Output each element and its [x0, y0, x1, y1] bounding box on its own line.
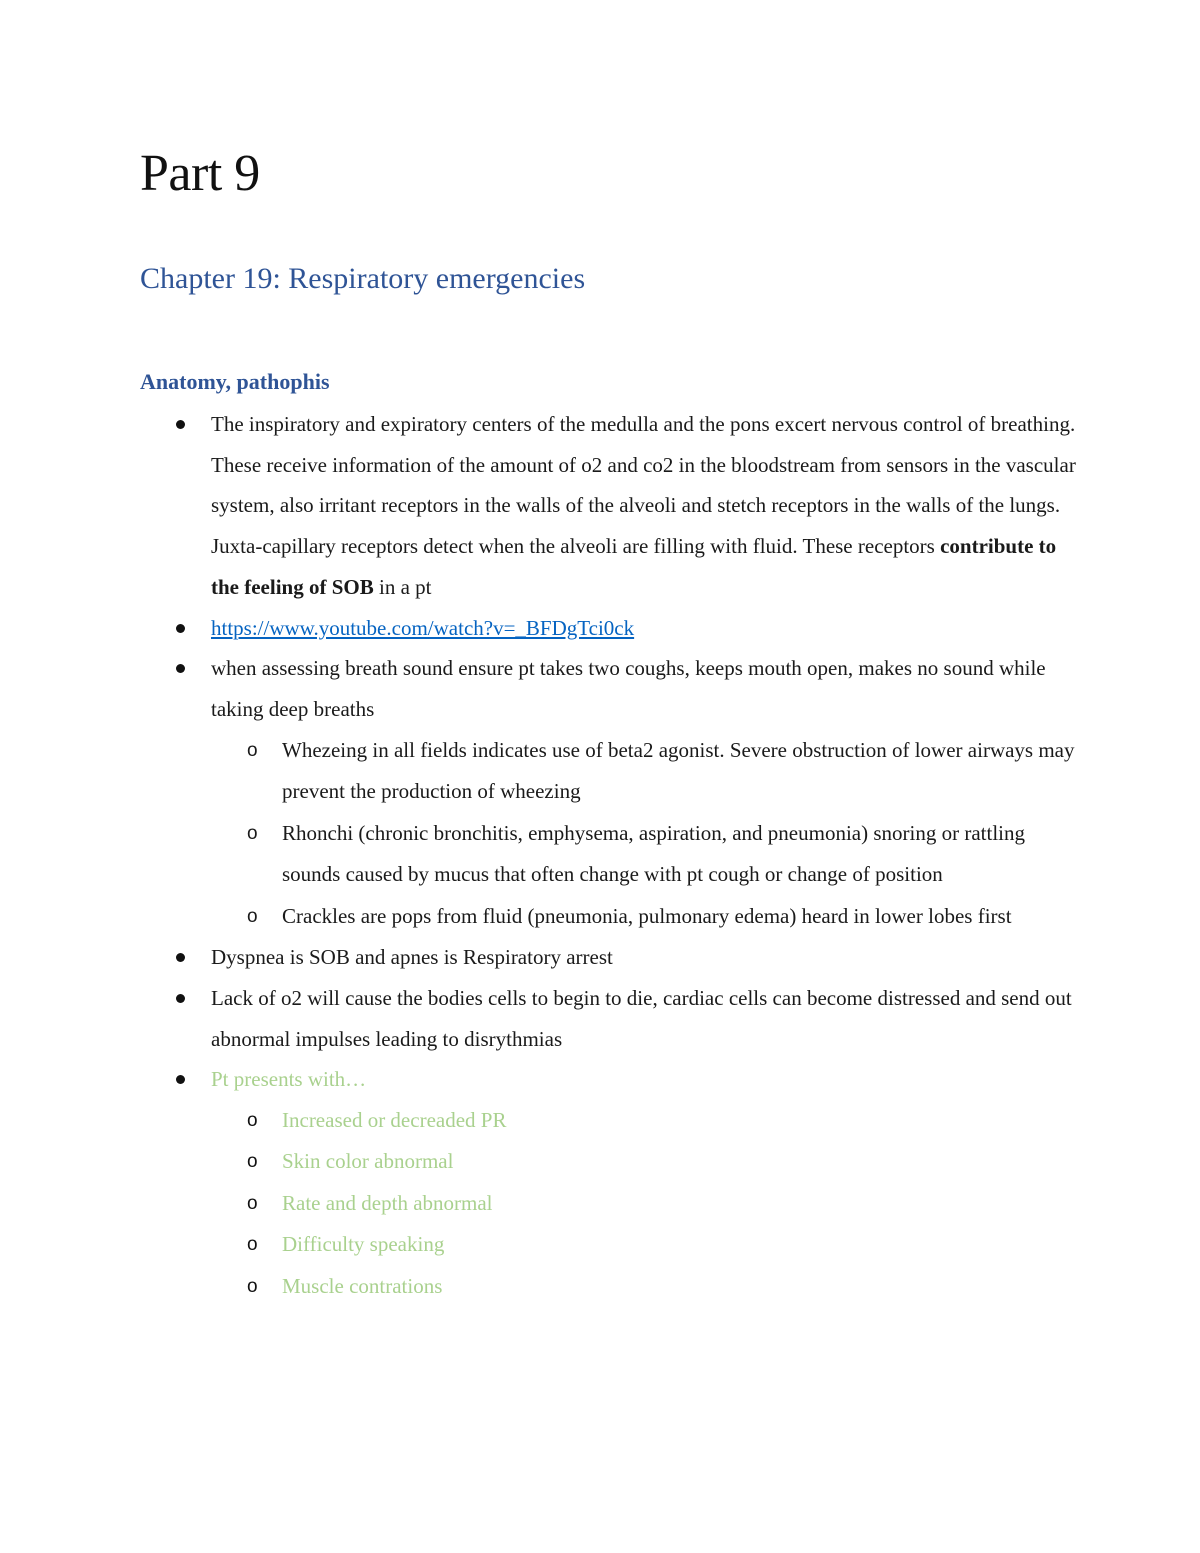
sub-list-item	[211, 1183, 1080, 1225]
list-item-text-end: in a pt	[373, 574, 432, 599]
list-item	[140, 937, 1080, 978]
bullet-dot-icon	[176, 420, 185, 429]
chapter-heading: Chapter 19: Respiratory emergencies	[140, 262, 586, 295]
hollow-bullet-icon: o	[247, 1192, 258, 1214]
hollow-bullet-icon: o	[247, 905, 258, 927]
bullet-dot-icon	[176, 664, 185, 673]
list-item	[140, 608, 1080, 649]
section-heading: Anatomy, pathophis	[140, 369, 330, 394]
sub-list-item-text: Muscle contrations	[282, 1273, 443, 1298]
hollow-bullet-icon: o	[247, 1151, 258, 1173]
sub-list-item-text: Skin color abnormal	[282, 1149, 454, 1174]
bullet-dot-icon	[176, 624, 185, 633]
hollow-bullet-icon: o	[247, 1234, 258, 1256]
list-item-presents	[140, 1059, 1080, 1307]
list-item	[140, 648, 1080, 937]
sub-list-item-text: Rate and depth abnormal	[282, 1190, 493, 1215]
list-item-text: Pt presents with…	[211, 1067, 367, 1092]
page-title: Part 9	[140, 145, 260, 202]
bullet-dot-icon	[176, 994, 185, 1003]
hollow-bullet-icon: o	[247, 739, 258, 761]
sub-list-item-text: Rhonchi (chronic bronchitis, emphysema, aspiration, and pneumonia) snoring or rattling sounds caused by mucus that often change with pt cough or change of position	[282, 820, 1025, 887]
youtube-link[interactable]: https://www.youtube.com/watch?v=_BFDgTci0ck	[211, 615, 635, 640]
sub-bullet-list	[211, 1100, 1080, 1308]
sub-list-item	[211, 1100, 1080, 1142]
sub-list-item	[211, 730, 1080, 813]
hollow-bullet-icon: o	[247, 822, 258, 844]
sub-list-item	[211, 1141, 1080, 1183]
list-item	[140, 404, 1080, 608]
main-bullet-list	[140, 404, 1080, 1307]
sub-list-item-text: Whezeing in all fields indicates use of beta2 agonist. Severe obstruction of lower airways may prevent the production of wheezing	[282, 737, 1075, 804]
sub-list-item-text: Crackles are pops from fluid (pneumonia, pulmonary edema) heard in lower lobes first	[282, 903, 1012, 928]
sub-list-item-text: Increased or decreaded PR	[282, 1107, 507, 1132]
list-item-text: when assessing breath sound ensure pt takes two coughs, keeps mouth open, makes no sound while taking deep breaths	[211, 656, 1046, 721]
sub-list-item	[211, 1266, 1080, 1308]
bullet-dot-icon	[176, 1075, 185, 1084]
sub-list-item	[211, 1224, 1080, 1266]
sub-list-item-text: Difficulty speaking	[282, 1232, 445, 1257]
bold-phrase: contribute to the feeling of SOB	[211, 534, 1057, 599]
list-item	[140, 978, 1080, 1059]
list-item-text: Dyspnea is SOB and apnes is Respiratory arrest	[211, 945, 613, 970]
sub-list-item	[211, 813, 1080, 896]
sub-list-item	[211, 896, 1080, 938]
list-item-text: Lack of o2 will cause the bodies cells to begin to die, cardiac cells can become distressed and send out abnormal impulses leading to disrythmias	[211, 985, 1072, 1051]
list-item-text: The inspiratory and expiratory centers of the medulla and the pons excert nervous control of breathing. These receive information of the amount of o2 and co2 in the bloodstream from sensors in the vascular system, also irritant receptors in the walls of the alveoli and stetch receptors in the walls of the lungs. Juxta-capillary receptors detect when the alveoli are filling with fluid. These receptors	[211, 412, 1076, 559]
hollow-bullet-icon: o	[247, 1275, 258, 1297]
hollow-bullet-icon: o	[247, 1109, 258, 1131]
sub-bullet-list	[211, 730, 1080, 938]
bullet-dot-icon	[176, 953, 185, 962]
